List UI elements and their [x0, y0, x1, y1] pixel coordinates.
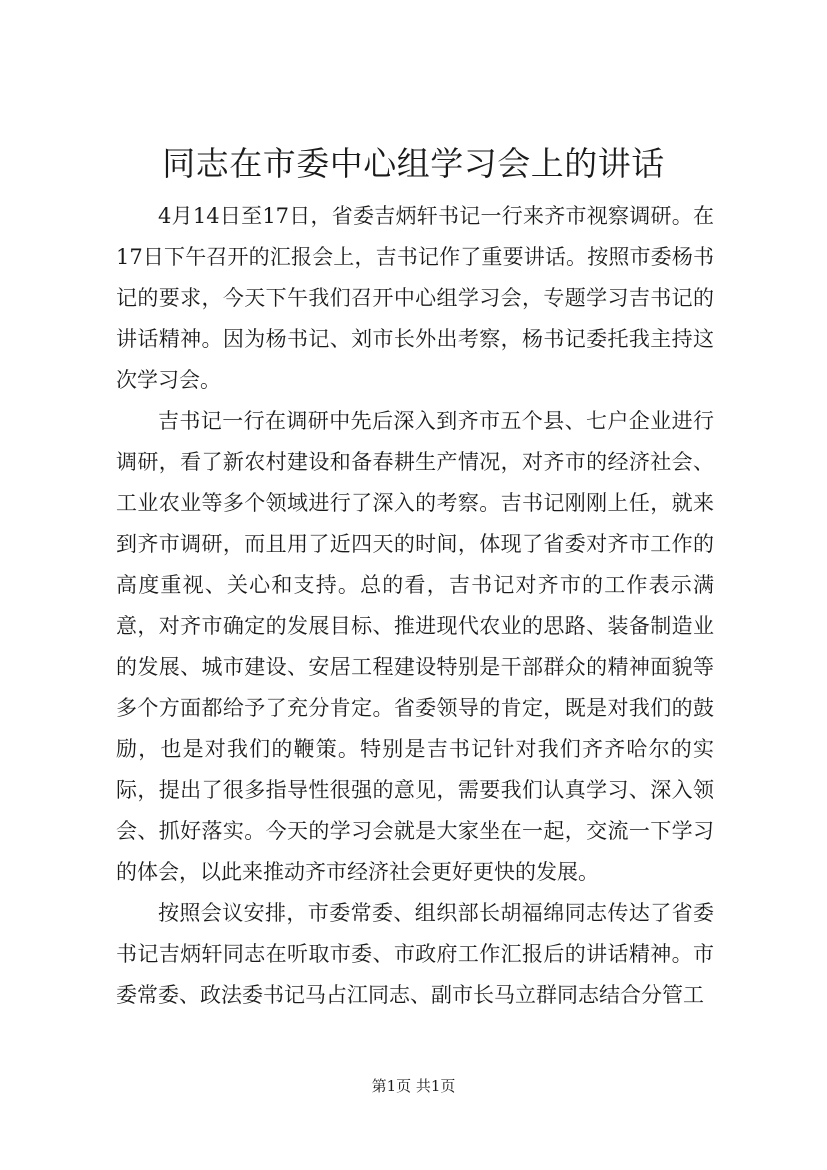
paragraph-1: 4月14日至17日，省委吉炳轩书记一行来齐市视察调研。在17日下午召开的汇报会上，吉书记作了重要讲话。按照市委杨书记的要求，今天下午我们召开中心组学习会，专题学习吉书记的讲话精神。因为杨书记、刘市长外出考察，杨书记委托我主持这次学习会。: [116, 204, 714, 392]
paragraph-3: 按照会议安排，市委常委、组织部长胡福绵同志传达了省委书记吉炳轩同志在听取市委、市政府工作汇报后的讲话精神。市委常委、政法委书记马占江同志、副市长马立群同志结合分管工: [116, 901, 714, 1007]
page-footer: 第1页 共1页: [371, 1077, 456, 1095]
document-body: [116, 196, 714, 1016]
document-title: 同志在市委中心组学习会上的讲话: [162, 144, 665, 183]
paragraph-2: 吉书记一行在调研中先后深入到齐市五个县、七户企业进行调研，看了新农村建设和备春耕生产情况，对齐市的经济社会、工业农业等多个领域进行了深入的考察。吉书记刚刚上任，就来到齐市调研，而且用了近四天的时间，体现了省委对齐市工作的高度重视、关心和支持。总的看，吉书记对齐市的工作表示满意，对齐市确定的发展目标、推进现代农业的思路、装备制造业的发展、城市建设、安居工程建设特别是干部群众的精神面貌等多个方面都给予了充分肯定。省委领导的肯定，既是对我们的鼓励，也是对我们的鞭策。特别是吉书记针对我们齐齐哈尔的实际，提出了很多指导性很强的意见，需要我们认真学习、深入领会、抓好落实。今天的学习会就是大家坐在一起，交流一下学习的体会，以此来推动齐市经济社会更好更快的发展。: [116, 409, 714, 884]
